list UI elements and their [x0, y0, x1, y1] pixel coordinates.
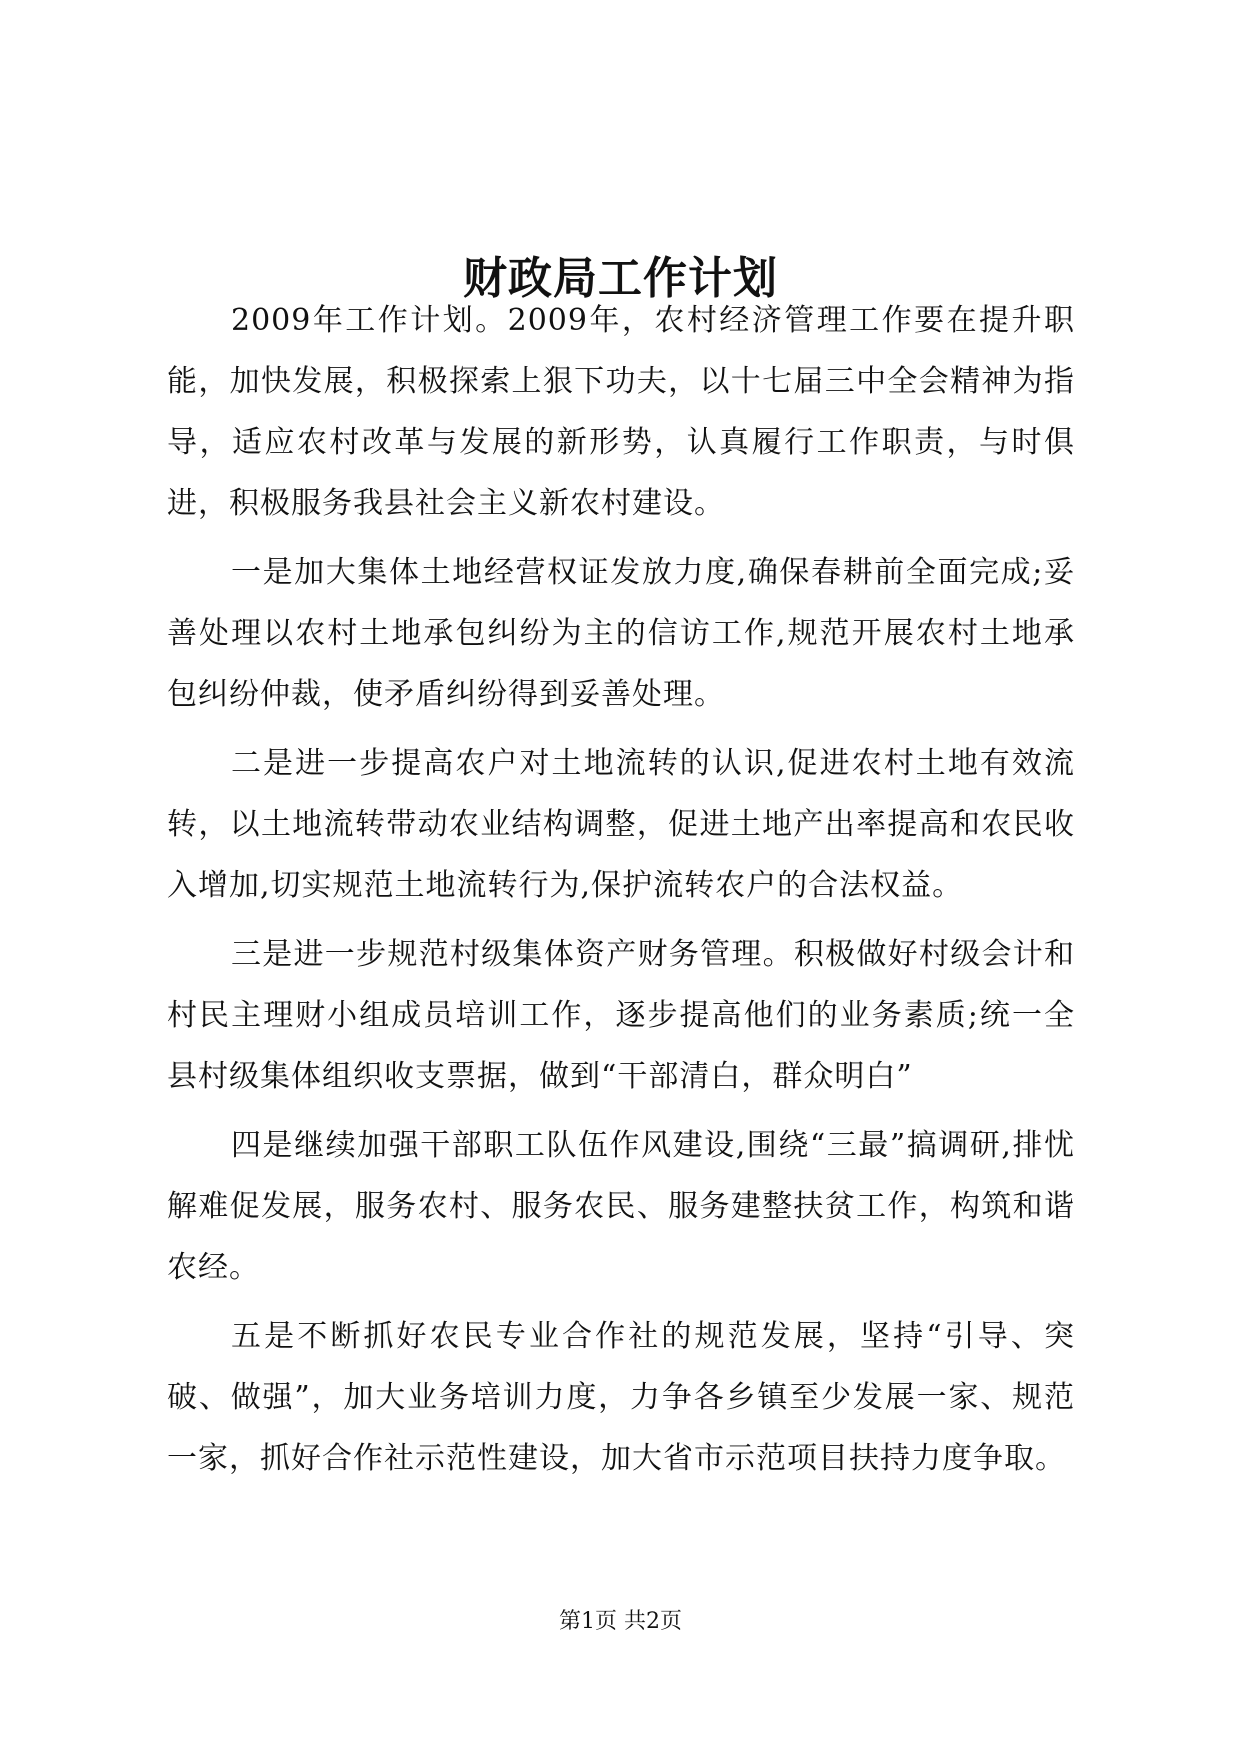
page-indicator: 第1页 共2页 — [559, 1609, 682, 1634]
paragraph-item-4: 四是继续加强干部职工队伍作风建设,围绕“三最”搞调研,排忧解难促发展，服务农村、服务农民、服务建整扶贫工作，构筑和谐农经。 — [167, 1128, 1075, 1285]
paragraph-item-2: 二是进一步提高农户对土地流转的认识,促进农村土地有效流转，以土地流转带动农业结构调整，促进土地产出率提高和农民收入增加,切实规范土地流转行为,保护流转农户的合法权益。 — [167, 746, 1075, 903]
document-title: 财政局工作计划 — [463, 253, 778, 305]
paragraph-intro: 2009年工作计划。2009年，农村经济管理工作要在提升职能，加快发展，积极探索上狠下功夫，以十七届三中全会精神为指导，适应农村改革与发展的新形势，认真履行工作职责，与时俱进，积极服务我县社会主义新农村建设。 — [167, 303, 1075, 521]
document-body — [167, 290, 1075, 1497]
paragraph-item-1: 一是加大集体土地经营权证发放力度,确保春耕前全面完成;妥善处理以农村土地承包纠纷为主的信访工作,规范开展农村土地承包纠纷仲裁，使矛盾纠纷得到妥善处理。 — [167, 555, 1075, 712]
paragraph-item-5: 五是不断抓好农民专业合作社的规范发展，坚持“引导、突破、做强”，加大业务培训力度，力争各乡镇至少发展一家、规范一家，抓好合作社示范性建设，加大省市示范项目扶持力度争取。 — [167, 1319, 1075, 1476]
page-footer — [0, 1608, 1241, 1636]
paragraph-item-3: 三是进一步规范村级集体资产财务管理。积极做好村级会计和村民主理财小组成员培训工作，逐步提高他们的业务素质;统一全县村级集体组织收支票据，做到“干部清白，群众明白” — [167, 937, 1075, 1094]
